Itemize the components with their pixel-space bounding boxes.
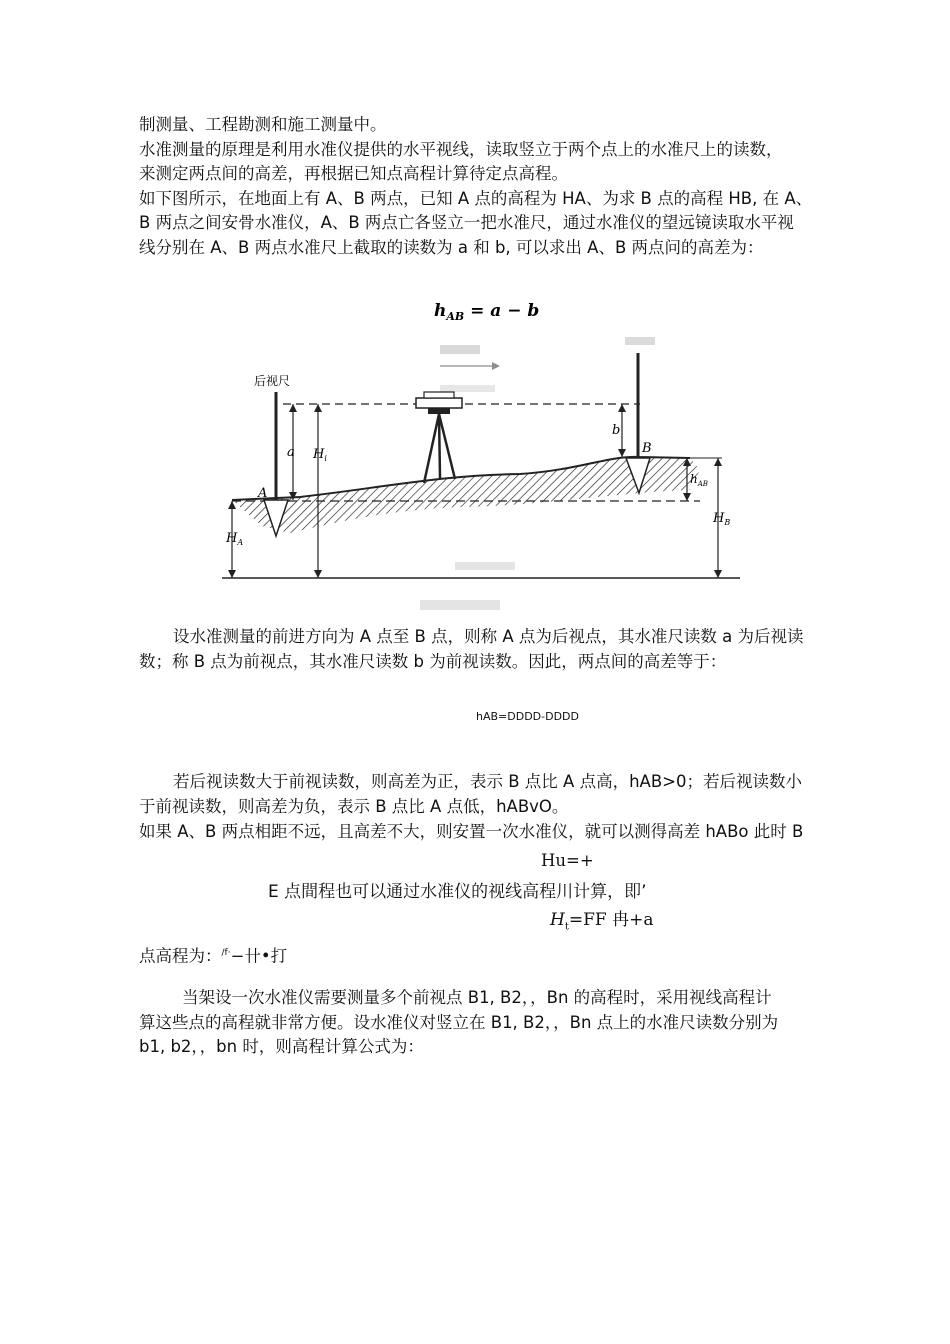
paragraph-1: 制测量、工程勘测和施工测量中。	[139, 115, 387, 134]
paragraph-2-line-1: 水准测量的原理是利用水准仪提供的水平视线，读取竖立于两个点上的水准尺上的读数，	[139, 140, 783, 159]
paragraph-9-line-2: 算这些点的高程就非常方便。设水准仪对竖立在 B1, B2，，Bn 点上的水准尺读数分别为	[139, 1013, 779, 1032]
label-point-b: B	[642, 441, 652, 456]
paragraph-3-line-3: 线分别在 A、B 两点水准尺上截取的读数为 a 和 b, 可以求出 A、B 两点问的高差为：	[139, 238, 764, 257]
rear-staff-label: 后视尺	[254, 374, 291, 388]
figure-formula: $h_{AB} = a - b$	[434, 301, 540, 323]
forward-direction-arrow	[440, 345, 500, 370]
paragraph-8	[139, 941, 287, 969]
paragraph-4-line-2: 数；称 B 点为前视点，其水准尺读数 b 为前视读数。因此，两点间的高差等于：	[139, 652, 727, 671]
formula-ht-rest: =FF 冉+a	[568, 910, 654, 930]
label-ha: $H_A$	[226, 531, 244, 547]
paragraph-8-rest: −卄•打	[230, 946, 288, 966]
formula-hu: Hu=+	[541, 851, 594, 870]
paragraph-9-line-1: 当架设一次水准仪需要测量多个前视点 B1, B2，，Bn 的高程时，采用视线高程计	[182, 988, 772, 1007]
paragraph-8-sup: /f·	[221, 948, 231, 958]
paragraph-9-line-3: b1, b2，，bn 时，则高程计算公式为：	[139, 1037, 424, 1056]
formula-ht	[550, 908, 653, 939]
label-hab: $h_{AB}$	[690, 472, 708, 488]
leveling-diagram	[212, 285, 742, 615]
paragraph-3-line-1: 如下图所示，在地面上有 A、B 两点，已知 A 点的高程为 HA、为求 B 点的高程 HB, 在 A、	[139, 189, 813, 208]
label-hb: $H_B$	[713, 511, 731, 527]
label-reading-a: a	[287, 445, 295, 460]
paragraph-2-line-2: 来测定两点间的高差，再根据已知点高程计算待定点高程。	[139, 164, 568, 183]
paragraph-3-line-2: B 两点之间安骨水准仪，A、B 两点亡各竖立一把水准尺，通过水准仪的望远镜读取水平视	[139, 213, 794, 232]
formula-ht-var: H	[550, 910, 565, 930]
paragraph-7: E 点間程也可以通过水准仪的视线高程川计算，即’	[268, 882, 647, 902]
paragraph-4-line-1: 设水准测量的前进方向为 A 点至 B 点，则称 A 点为后视点，其水准尺读数 a 为后视读	[173, 627, 804, 646]
formula-hab: hAB=DDDD-DDDD	[476, 710, 579, 723]
paragraph-8-label: 点高程为：	[139, 946, 222, 966]
label-hi: $H_i$	[313, 447, 327, 463]
label-reading-b: b	[612, 423, 621, 438]
paragraph-5-line-1: 若后视读数大于前视读数，则高差为正，表示 B 点比 A 点高，hAB>0；若后视读数小	[173, 772, 802, 791]
formula-ht-sub: t	[564, 921, 569, 933]
paragraph-5-line-2: 于前视读数，则高差为负，表示 B 点比 A 点低，hABvO。	[139, 797, 569, 816]
label-point-a: A	[258, 486, 268, 501]
paragraph-6: 如果 A、B 两点相距不远，且高差不大，则安置一次水准仪，就可以测得高差 hABo 此时 B	[139, 822, 804, 841]
level-instrument	[416, 392, 462, 483]
